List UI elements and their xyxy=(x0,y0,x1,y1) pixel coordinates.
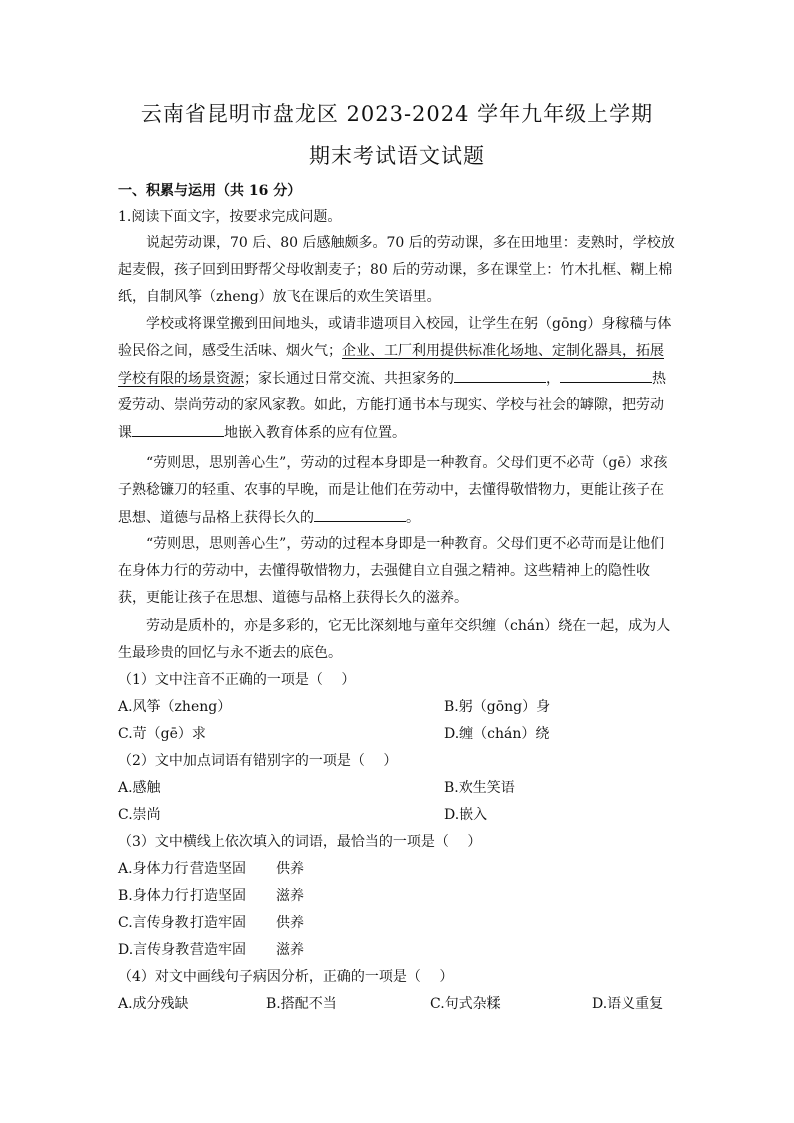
option-word: 打造牢固 xyxy=(190,915,246,931)
passage-p4-line2: 在身体力行的劳动中，去懂得敬惜物力，去强健自立自强之精神。这些精神上的隐性收 xyxy=(118,563,650,579)
passage-p4-line3: 获，更能让孩子在思想、道德与品格上获得长久的滋养。 xyxy=(118,590,468,606)
passage-text: 验民俗之间，感受生活味、烟火气； xyxy=(118,343,342,359)
passage-p3-line3 xyxy=(118,507,678,528)
fill-blank-1 xyxy=(454,368,546,383)
option-word: 供养 xyxy=(276,861,304,877)
underlined-sentence: 企业、工厂利用提供标准化场地、定制化器具，拓展 xyxy=(342,343,664,359)
option-a: A.成分残缺 xyxy=(118,996,189,1012)
question-1-4: （4）对文中画线句子病因分析，正确的一项是（ ） xyxy=(118,969,454,985)
option-word: A.身体力行 xyxy=(118,861,189,877)
passage-p2-line2 xyxy=(118,341,678,361)
passage-p1-line1: 说起劳动课，70 后、80 后感触颇多。70 后的劳动课，多在田地里：麦熟时，学校放 xyxy=(146,235,675,251)
exam-title-line1: 云南省昆明市盘龙区 2023-2024 学年九年级上学期 xyxy=(140,102,654,126)
option-word: D.言传身教 xyxy=(118,942,190,958)
option-d xyxy=(118,940,304,960)
passage-text: 课 xyxy=(118,425,132,441)
passage-p2-line5 xyxy=(118,422,678,443)
passage-text: 思想、道德与品格上获得长久的 xyxy=(118,510,314,526)
option-d: D.语义重复 xyxy=(592,996,664,1012)
option-word: C.言传身教 xyxy=(118,915,189,931)
question-1-intro: 1.阅读下面文字，按要求完成问题。 xyxy=(118,209,342,225)
option-d: D.嵌入 xyxy=(444,807,488,823)
option-c: C.崇尚 xyxy=(118,807,161,823)
option-a: A.感触 xyxy=(118,780,161,796)
option-b: B.搭配不当 xyxy=(266,996,337,1012)
option-a: A.风筝（zheng） xyxy=(118,699,232,715)
option-c: C.句式杂糅 xyxy=(430,996,501,1012)
passage-p1-line2: 起麦假，孩子回到田野帮父母收割麦子；80 后的劳动课，多在课堂上：竹木扎框、糊上棉 xyxy=(118,262,673,278)
option-word: 营造牢固 xyxy=(190,942,246,958)
question-1-2: （2）文中加点词语有错别字的一项是（ ） xyxy=(118,753,398,769)
passage-p2-line1: 学校或将课堂搬到田间地头，或请非遗项目入校园，让学生在躬（gōng）身稼穑与体 xyxy=(146,316,672,332)
exam-title-line2: 期末考试语文试题 xyxy=(309,144,485,168)
option-word: 滋养 xyxy=(276,942,304,958)
option-c xyxy=(118,913,304,933)
passage-p2-line4: 爱劳动、崇尚劳动的家风家教。如此，方能打通书本与现实、学校与社会的罅隙，把劳动 xyxy=(118,397,664,413)
option-word: 供养 xyxy=(276,915,304,931)
option-word: 打造坚固 xyxy=(190,888,246,904)
fill-blank-2 xyxy=(560,368,652,383)
option-word: 营造坚固 xyxy=(190,861,246,877)
passage-text: 。 xyxy=(406,510,420,526)
passage-text: ；家长通过日常交流、共担家务的 xyxy=(244,371,454,387)
passage-p1-line3: 纸，自制风筝（zheng）放飞在课后的欢生笑语里。 xyxy=(118,289,441,305)
passage-text: ， xyxy=(546,371,560,387)
passage-text: 地嵌入教育体系的应有位置。 xyxy=(224,425,406,441)
passage-p3-line2: 子熟稔镰刀的轻重、农事的早晚，而是让他们在劳动中，去懂得敬惜物力，更能让孩子在 xyxy=(118,482,664,498)
fill-blank-3 xyxy=(132,422,224,437)
option-c: C.苛（gē）求 xyxy=(118,726,206,742)
option-word: 滋养 xyxy=(276,888,304,904)
passage-p5-line1: 劳动是质朴的，亦是多彩的，它无比深刻地与童年交织缠（chán）绕在一起，成为人 xyxy=(146,618,671,634)
option-word: B.身体力行 xyxy=(118,888,189,904)
option-a xyxy=(118,859,304,879)
question-1-3: （3）文中横线上依次填入的词语，最恰当的一项是（ ） xyxy=(118,834,482,850)
option-d: D.缠（chán）绕 xyxy=(444,726,550,742)
passage-text: 热 xyxy=(652,371,666,387)
passage-p3-line1: “劳则思，思别善心生”，劳动的过程本身即是一种教育。父母们更不必苛（gē）求孩 xyxy=(146,455,668,471)
question-1-1: （1）文中注音不正确的一项是（ ） xyxy=(118,672,356,688)
passage-p5-line2: 生最珍贵的回忆与永不逝去的底色。 xyxy=(118,645,342,661)
fill-blank-4 xyxy=(314,507,406,522)
option-b: B.欢生笑语 xyxy=(444,780,515,796)
option-b: B.躬（gōng）身 xyxy=(444,699,551,715)
underlined-sentence-end: 学校有限的场景资源 xyxy=(118,371,244,387)
passage-p2-line3 xyxy=(118,368,678,389)
section-heading: 一、积累与运用（共 16 分） xyxy=(118,183,302,199)
passage-p4-line1: “劳则思，思则善心生”，劳动的过程本身即是一种教育。父母们更不必苛而是让他们 xyxy=(146,536,665,552)
option-b xyxy=(118,886,304,906)
